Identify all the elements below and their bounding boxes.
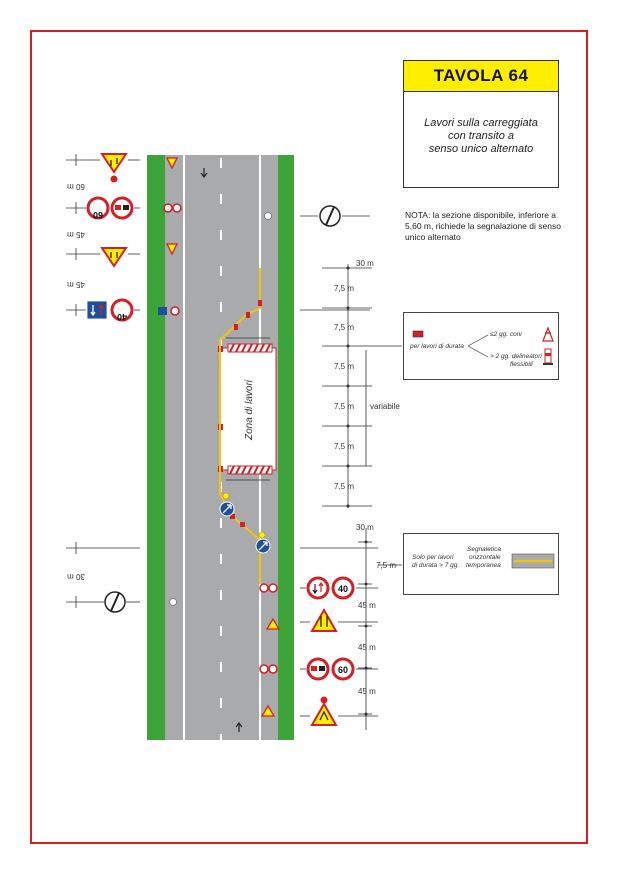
yield-sign-icon [102, 154, 126, 183]
road-works-sign-icon [102, 248, 126, 266]
legend-seg-left-2: di durata > 7 gg. [412, 562, 460, 569]
variable-label: variabile [370, 402, 400, 411]
right-distance-label: 7,5 m [334, 284, 355, 293]
left-distance-label: 30 m [67, 572, 85, 581]
right-distance-label: 7,5 m [334, 482, 355, 491]
subtitle-line: Lavori sulla carreggiata [424, 117, 538, 129]
right-distance-label: 45 m [358, 601, 376, 610]
speed-limit-sign-icon [112, 300, 132, 322]
warning-light-icon [259, 532, 265, 538]
left-reference-lines [66, 154, 140, 608]
left-distance-label: 45 m [67, 280, 85, 289]
speed-limit-right-60: 60 [337, 665, 349, 675]
right-distance-label: 7,5 m [334, 402, 355, 411]
subtitle-line: con transito a [447, 130, 515, 142]
speed-limit-left-60: 60 [92, 210, 104, 220]
warning-light-icon [223, 493, 229, 499]
right-distance-label: 7,5 m [334, 362, 355, 371]
speed-limit-right-40: 40 [337, 584, 349, 594]
pass-right-sign-icon [256, 539, 270, 553]
subtitle-line: senso unico alternato [428, 143, 534, 155]
road-works-sign-icon [312, 697, 336, 726]
right-distance-label: 30 m [356, 259, 374, 268]
note-text: NOTA: la sezione disponibile, inferiore a 5,60 m, richiede la segnalazione di senso unico alternato [405, 210, 561, 242]
give-way-oncoming-sign-icon [308, 578, 328, 598]
legend-durata-label: per lavori di durata [410, 343, 464, 350]
work-zone-top-barrier [228, 344, 272, 352]
legend-seg-left-1: Solo per lavori [412, 554, 454, 561]
right-distance-label: 7,5 m [334, 323, 355, 332]
speed-limit-sign-icon [333, 659, 353, 679]
legend-durata-long-2: flessibili [510, 361, 533, 368]
right-dimension-chain [322, 264, 402, 730]
work-zone-bottom-barrier [228, 466, 272, 474]
legend-seg-right-2: orizzontale [469, 554, 501, 561]
work-zone-label: Zona di lavori [244, 379, 255, 441]
end-restriction-sign-icon [105, 592, 125, 612]
legend-seg-right-3: temporanea [466, 562, 501, 569]
legend-durata-short: ≤2 gg. coni [490, 331, 522, 338]
left-verge [147, 155, 165, 740]
lamp-icon [170, 599, 177, 606]
right-distance-label: 7,5 m [334, 442, 355, 451]
legend-seg-right-1: Segnaletica [467, 546, 501, 553]
no-overtaking-sign-icon [112, 198, 132, 218]
speed-limit-sign-icon [88, 198, 108, 220]
lamp-icon [265, 213, 272, 220]
right-verge [278, 155, 294, 740]
speed-limit-left-40: 40 [116, 312, 128, 322]
legend-durata-long: > 2 gg. delineatori [490, 353, 542, 360]
no-overtaking-sign-icon [308, 659, 328, 679]
left-distance-label: 60 m [67, 182, 85, 191]
speed-limit-sign-icon [333, 578, 353, 598]
priority-sign-icon [87, 301, 107, 319]
right-distance-label: 30 m [356, 523, 374, 532]
right-distance-label: 45 m [358, 687, 376, 696]
page-title: TAVOLA 64 [404, 61, 558, 92]
road-narrows-sign-icon [312, 610, 336, 631]
end-restriction-sign-icon [320, 206, 340, 226]
right-distance-label: 7,5 m [376, 561, 397, 570]
left-distance-label: 45 m [67, 230, 85, 239]
pass-left-sign-icon [220, 502, 234, 516]
right-distance-label: 45 m [358, 643, 376, 652]
